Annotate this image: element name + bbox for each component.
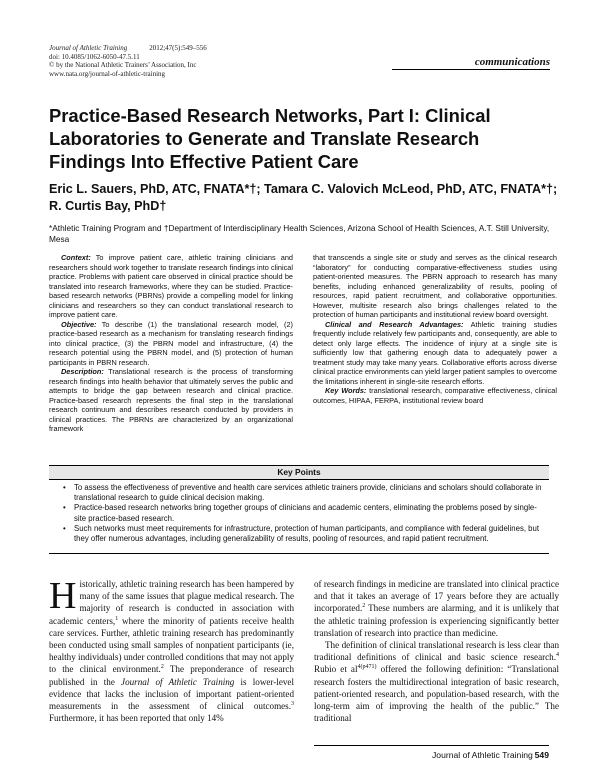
body-column-right [314,578,559,724]
bullet-icon: • [63,523,66,533]
abstract-objective: Objective: To describe (1) the translational research model, (2) practice-based research as a mechanism for translating research findings into clinical practice, (3) the PBRN model and infrastructure, (4) the research potential using the PBRN model, and (5) protection of human participants in PBRN research. [49,319,293,367]
drop-cap: H [49,575,77,617]
reference-marker[interactable]: 2 [362,603,366,610]
masthead [49,44,207,78]
abstract-label: Description: [61,367,104,376]
bullet-icon: • [63,503,66,513]
abstract-label: Key Words: [325,386,367,395]
abstract-column-left [49,253,293,434]
author-list: Eric L. Sauers, PhD, ATC, FNATA*†; Tamara C. Valovich McLeod, PhD, ATC, FNATA*†; R. Curtis Bay, PhD† [49,182,558,213]
reference-marker[interactable]: 3 [291,701,294,707]
reference-marker[interactable]: 4(p471) [357,664,377,671]
abstract-label: Context: [61,253,91,262]
page-footer [314,745,549,760]
section-tag: communications [392,55,550,70]
reference-marker[interactable]: 4 [556,652,559,659]
abstract-keywords: Key Words: translational research, comparative effectiveness, clinical outcomes, HIPAA, FERPA, institutional review board [313,386,558,405]
bullet-icon: • [63,483,66,492]
doi-line: doi: 10.4085/1062-6050-47.5.11 [49,52,140,61]
abstract-description: Description: Translational research is the process of transforming research findings into health behavior that ultimately serves the public and attempts to bridge the gap between research and clinical practice. Practice-based research represents the final step in the translational research continuum and describes research conducted by providers in clinical practices. The PBRNs are characterized by an organizational framework [49,367,293,433]
reference-marker[interactable]: 2 [160,664,164,671]
article-title: Practice-Based Research Networks, Part I: Clinical Laboratories to Generate and Translate Research Findings Into Effective Patient Care [49,105,491,172]
body-paragraph: The definition of clinical translational research is less clear than traditional definitions of clinical and basic science research.$^4$ Rubio et $al^{4(p471)}$ offered the following definition: “Translational research fosters the multidirectional integration of basic research, patient-oriented research, and population-based research, with the long-term aim of improving the health of the public.” The traditional [314,640,559,724]
abstract-label: Objective: [61,319,97,329]
body-paragraph: Historically, athletic training research has been hampered by many of the same issues that plague medical research. The majority of research is conducted in association with academic centers,$^1$ where the minority of patients receive health care services. Further, athletic training research has predominantly been conducted using small samples of nonpatient participants (ie, healthy individuals) under controlled conditions that may not apply to the clinical environment.$^2$ The preponderance of research published in the Journal of Athletic Training is lower-level evidence that lacks the inclusion of important patient-oriented measurements in the assessment of clinical outcomes.$^3$ Furthermore, it has been reported that only 14% [49,575,294,724]
abstract-label: Clinical and Research Advantages: [325,319,464,329]
journal-title-inline: Journal of Athletic Training [121,676,235,687]
reference-marker[interactable]: 1 [115,615,119,622]
abstract-advantages: Clinical and Research Advantages: Athletic training studies frequently include relatively few participants and, consequently, are able to detect only large effects. The incidence of injury at a single site is sufficiently low that gathering enough data to adequately power a treatment study may take many years. Collaborative efforts across diverse clinical practice environments can yield larger patient samples to overcome the limitations inherent in single-site research efforts. [313,319,557,386]
abstract-context: Context: To improve patient care, athletic training clinicians and researchers should work together to translate research findings into clinical practice. Problems with patient care observed in clinical practice should be translated into research frameworks, where they can be studied. Practice-based research networks (PBRNs) provide a compelling model for linking clinicians and researchers so they can conduct translational research to improve patient care. [49,253,293,319]
author-affiliation: *Athletic Training Program and †Department of Interdisciplinary Health Sciences, Arizona School of Health Sciences, A.T. Still University, Mesa [49,223,550,245]
key-point-item: • Practice-based research networks bring together groups of clinicians and academic centers, eliminating the problems posed by single-site practice-based research. [63,503,537,523]
key-point-item: • Such networks must meet requirements for infrastructure, protection of human participants, and compliance with federal guidelines, but they offer numerous advantages, including generalizability of results, pooling of resources, and rapid patient recruitment. [63,523,540,544]
body-paragraph: of research findings in medicine are translated into clinical practice and that it takes an average of 17 years before they are actually incorporated.$^2$ These numbers are alarming, and it is unlikely that the athletic training profession is experiencing significantly better translation of research into practice than medicine. [314,579,559,638]
abstract-column-right [313,253,557,405]
body-column-left [49,575,294,724]
key-points-heading: Key Points [49,466,549,480]
footer-journal-name: Journal of Athletic Training [432,750,533,760]
journal-name: Journal of Athletic Training [49,44,128,52]
key-points-box [49,465,549,554]
key-point-item: • To assess the effectiveness of preventive and health care services athletic trainers provide, clinicians and scholars should collaborate in translational research to guide clinical decision making. [63,483,542,503]
page-number: 549 [534,750,549,760]
abstract-description-continued: that transcends a single site or study and serves as the clinical research “laboratory” for conducting comparative-effectiveness studies using patient-oriented measures. The PBRN approach to research has many benefits, including enhanced generalizability of results, pooling of resources, rapid patient recruitment, and collaborative opportunities. However, multisite research also brings challenges related to the protection of human participants and institutional review board oversight. [313,253,557,319]
journal-url[interactable]: www.nata.org/journal-of-athletic-training [49,69,166,78]
copyright-line: © by the National Athletic Trainers’ Association, Inc [49,61,197,70]
key-points-list [49,483,549,544]
journal-citation: 2012;47(5):549–556 [149,44,207,52]
